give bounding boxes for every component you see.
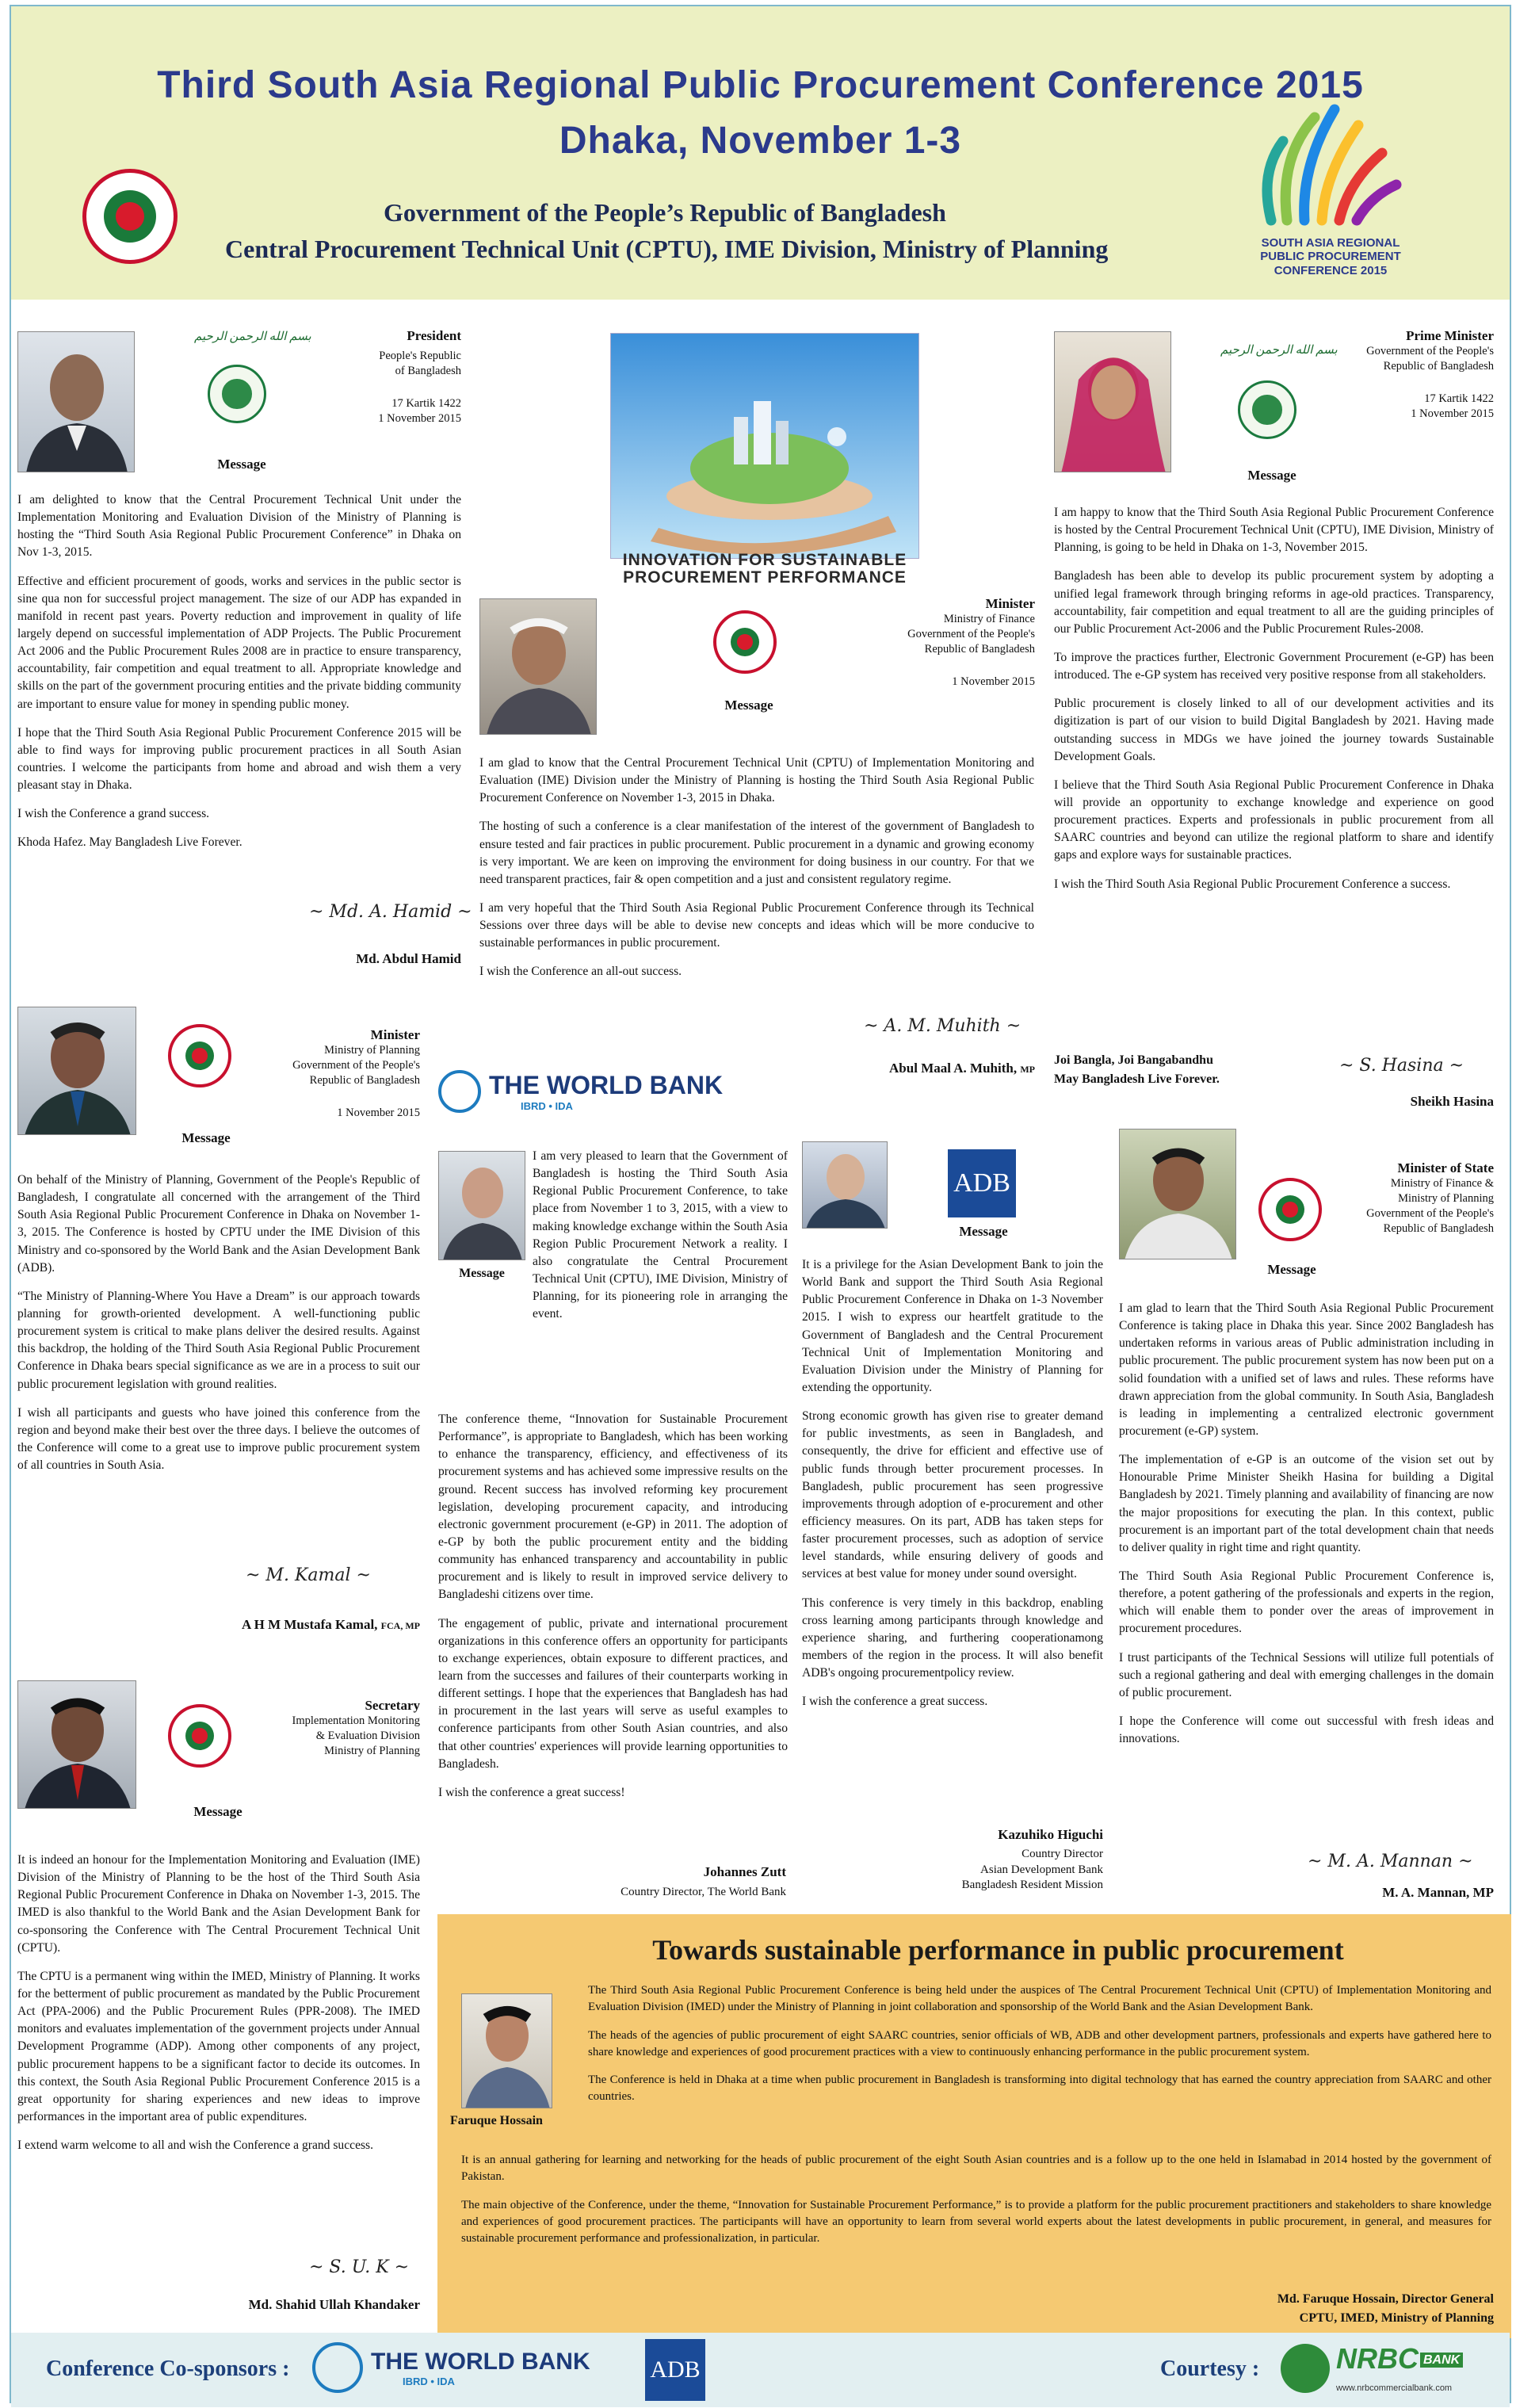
paragraph: It is an annual gathering for learning and networking for the heads of public procurement of the eight South Asian countries and is a follow up to the one held in Islamabad in 2014 hosted by the government of Pakistan. bbox=[461, 2154, 1491, 2184]
paragraph: This conference is very timely in this backdrop, enabling cross learning among participants through knowledge and experience sharing, and furthering cooperationamong members of the region in the process. It will also benefit ADB's ongoing procurementpolicy review. bbox=[802, 1596, 1103, 1680]
planning-seal-icon bbox=[168, 1024, 231, 1087]
finance-role: Minister bbox=[985, 596, 1035, 611]
pm-header bbox=[1339, 328, 1494, 421]
paragraph: Khoda Hafez. May Bangladesh Live Forever. bbox=[17, 835, 242, 850]
secretary-text bbox=[17, 1852, 420, 2165]
header-banner bbox=[11, 6, 1510, 300]
adb-text bbox=[802, 1256, 1103, 1722]
org-line: Ministry of Planning bbox=[324, 1044, 420, 1057]
paragraph: On behalf of the Ministry of Planning, Government of the People's Republic of Bangladesh, I congratulate all concerned with the arrangement of the Third South Asia Regional Public Procurement Conference in Dhaka on November 1-3, 2015. The Conference is hosted by CPTU under the IME Division of this Ministry and co-sponsored by the World Bank and the Asian Development Bank (ADB). bbox=[17, 1173, 420, 1275]
org-line: Republic of Bangladesh bbox=[1383, 359, 1494, 373]
finance-seal-icon bbox=[713, 610, 777, 674]
worldbank-globe-icon bbox=[312, 2342, 363, 2393]
finance-text bbox=[479, 755, 1034, 992]
paragraph: Effective and efficient procurement of goods, works and services in the public sector is sine qua non for successful project management. The size of our ADP has expanded in manifold in recent past years. Poverty reduction and improvement in quality of life largely depend on successful implementation of ADP Projects. The Public Procurement Act 2006 and the Public Procurement Rules 2008 are in practice to ensure transparency, accountability, fair competition and equal treatment to all. Appropriate knowledge and skills on the part of the government procuring entities and the private bidding community are important to ensure value for money in spending public money. bbox=[17, 574, 461, 711]
paragraph: It is a privilege for the Asian Development Bank to join the World Bank and support the Third South Asia Regional Public Procurement Conference in Dhaka on 1-3 November 2015. I wish to express our heartfelt gratitude to the Government of Bangladesh and the Central Procurement Technical Unit of Implementation Monitoring and Evaluation Division under the Ministry of Planning for extending the opportunity. bbox=[802, 1258, 1103, 1394]
nrbc-emblem-icon bbox=[1281, 2344, 1330, 2393]
paragraph: I wish the conference a great success. bbox=[802, 1695, 988, 1709]
paragraph: I extend warm welcome to all and wish the Conference a grand success. bbox=[17, 2139, 374, 2153]
paragraph: “The Ministry of Planning-Where You Have a Dream” is our approach towards planning for growth-oriented development. A well-functioning public procurement system is critical to make plans deliver the desired results. Against this backdrop, the holding of the Third South Asia Regional Public Procurement Conference in Dhaka bears special significance as we are in a process to suit our public procurement legislation with ground realities. bbox=[17, 1289, 420, 1391]
date-line: 17 Kartik 1422 bbox=[391, 396, 461, 410]
conference-logo-icon bbox=[1255, 86, 1406, 228]
title-line: Country Director bbox=[1021, 1848, 1103, 1860]
paragraph: The heads of the agencies of public procurement of eight SAARC countries, senior officials of WB, ADB and other development partners, professionals and experts have gathered here to share knowledge and experiences of good procurement practices with a view to continuously enhancing performance in the public procurement system. bbox=[588, 2028, 1491, 2058]
planning-name: A H M Mustafa Kamal bbox=[242, 1617, 375, 1632]
paragraph: I wish the Third South Asia Regional Public Procurement Conference a success. bbox=[1054, 877, 1451, 891]
worldbank-text bbox=[438, 1411, 788, 1813]
paragraph: The implementation of e-GP is an outcome of the vision set out by Honourable Prime Minister Sheikh Hasina for building a Digital Bangladesh by 2021. Timely planning and availability of financing are now the major propositions for executing the plan. In this context, public procurement is an important part of the total development chain that needs to deliver quality in right time and right quantity. bbox=[1119, 1453, 1494, 1554]
title-line: Asian Development Bank bbox=[980, 1863, 1103, 1876]
worldbank-director-photo bbox=[438, 1151, 525, 1260]
president-role: President bbox=[407, 328, 461, 343]
org-line: Ministry of Finance & bbox=[1390, 1177, 1494, 1190]
paragraph: I wish all participants and guests who have joined this conference from the region and beyond make their best over the three days. I believe the outcomes of the Conference will come to a great use to improve public procurement system of all countries in South Asia. bbox=[17, 1405, 420, 1473]
paragraph: Strong economic growth has given rise to greater demand for public investments, as seen in Bangladesh, and consequently, the drive for efficient and effective use of public funds through better procurement processes. In Bangladesh, public procurement has seen progressive improvements through adoption of e-procurement and other efficiency measures. On its part, ADB has taken steps for faster procurement processes, such as adoption of service level standards, while ensuring delivery of goods and services at best value for money under sound oversight. bbox=[802, 1409, 1103, 1581]
org-line: Government of the People's bbox=[292, 1058, 420, 1072]
adb-name: Kazuhiko Higuchi bbox=[998, 1827, 1103, 1842]
nrbc-url: www.nrbcommercialbank.com bbox=[1336, 2383, 1453, 2393]
conference-title: Third South Asia Regional Public Procurement Conference 2015 bbox=[157, 64, 1364, 106]
org-line: & Evaluation Division bbox=[315, 1729, 420, 1742]
worldbank-title: Country Director, The World Bank bbox=[621, 1886, 786, 1898]
paragraph: The engagement of public, private and international procurement organizations in this conference offers an opportunity for participants to exchange experiences, obtain exposure to different practices, and learn from the successes and failures of their counterparts working in different settings. I hope that the experiences that Bangladesh has had in procurement in the last years will serve as useful examples to conference participants from other South Asian countries, and also that other countries' experiences will provide learning opportunities to Bangladesh. bbox=[438, 1616, 788, 1771]
paragraph: I am glad to learn that the Third South Asia Regional Public Procurement Conference is taking place in Dhaka this year. Since 2002 Bangladesh has undertaken reforms in various areas of Public administration including in public procurement. The public procurement system has now been put on a solid foundation with a unified set of laws and rules. These reforms have drawn appreciation from the global community. In South Asia, Bangladesh is leading in implementing a centralized electronic government procurement (e-GP) system. bbox=[1119, 1301, 1494, 1438]
byline-line: CPTU, IMED, Ministry of Planning bbox=[1299, 2311, 1494, 2325]
paragraph: Bangladesh has been able to develop its public procurement system by adopting a unified legal framework through bringing reforms in age-old practices. Transparency, accountability, fair competition and equal treatment to all are the guiding principles of our Public Procurement Act-2006 and the Public Procurement Rules-2008. bbox=[1054, 569, 1494, 636]
planning-minister-photo bbox=[17, 1007, 136, 1135]
paragraph: I wish the Conference an all-out success. bbox=[479, 965, 682, 979]
secretary-name: Md. Shahid Ullah Khandaker bbox=[248, 2297, 420, 2312]
org-line: of Bangladesh bbox=[395, 364, 461, 377]
finance-message-label: Message bbox=[724, 698, 773, 713]
article-author-photo bbox=[461, 1993, 552, 2108]
logo-line: PUBLIC PROCUREMENT bbox=[1260, 250, 1401, 264]
planning-header bbox=[269, 1027, 420, 1120]
logo-line: SOUTH ASIA REGIONAL bbox=[1261, 236, 1400, 250]
mos-signature: ~ M. A. Mannan ~ bbox=[1308, 1852, 1473, 1871]
paragraph: The main objective of the Conference, under the theme, “Innovation for Sustainable Procurement Performance,” is to provide a platform for the public procurement practitioners and stakeholders to share knowledge and experiences of good procurement practices. The participants will have an opportunity to learn from several world experts about the latest developments in public procurement, in general, and measures for sustainable procurement performance and professionalization, in particular. bbox=[461, 2198, 1491, 2246]
date-line: 1 November 2015 bbox=[378, 411, 461, 425]
worldbank-message-label: Message bbox=[459, 1267, 505, 1280]
mos-role: Minister of State bbox=[1397, 1160, 1494, 1175]
finance-signature: ~ A. M. Muhith ~ bbox=[864, 1016, 1021, 1036]
paragraph: The CPTU is a permanent wing within the IMED, Ministry of Planning. It works for the betterment of public procurement as mandated by the Public Procurement Act (PPA-2006) and the Public Procurement Rules (PPR-2008). The IMED monitors and evaluates implementation of the government projects under Annual Development Programme (ADP). Among other components of any project, public procurement happens to be a significant factor to decide its outcomes. In this context, the South Asia Regional Public Procurement Conference 2015 is a great opportunity for sharing experiences and new ideas to improve performances in the important area of public expenditures. bbox=[17, 1969, 420, 2123]
worldbank-logo-sub: IBRD • IDA bbox=[521, 1100, 573, 1112]
org-line: People's Republic bbox=[379, 350, 461, 362]
president-photo bbox=[17, 331, 135, 472]
president-bismillah: بسم الله الرحمن الرحيم bbox=[194, 331, 311, 343]
planning-text bbox=[17, 1172, 420, 1485]
paragraph: The hosting of such a conference is a clear manifestation of the interest of the government of Bangladesh to ensure tested and fair practices in public procurement. Public procurement in a dynamic and growing economy is very important. We are keen on improving the environment for doing business in our country. For that we need transparent practices, fair & open competition and a just and consistent regulatory regime. bbox=[479, 820, 1034, 886]
paragraph: To improve the practices further, Electronic Government Procurement (e-GP) has been introduced. The e-GP system has received very positive response from all stakeholders. bbox=[1054, 650, 1494, 682]
pm-message-label: Message bbox=[1247, 468, 1296, 483]
nrbc-name-text: NRBC bbox=[1336, 2342, 1419, 2375]
innovation-caption bbox=[610, 552, 919, 587]
government-name: Government of the People’s Republic of Bangladesh bbox=[384, 198, 946, 227]
worldbank-logo-name: THE WORLD BANK bbox=[489, 1071, 724, 1099]
logo-line: CONFERENCE 2015 bbox=[1274, 263, 1388, 277]
president-seal-icon bbox=[208, 365, 266, 423]
paragraph: I believe that the Third South Asia Regional Public Procurement Conference in Dhaka will provide an opportunity to exchange knowledge and experience on good procurement practices. Experts and professionals in public procurement from all SAARC countries and beyond can utilize the regional platform to share and identify gaps and explore ways for sustainable practices. bbox=[1054, 778, 1494, 862]
footer-worldbank-sub: IBRD • IDA bbox=[403, 2375, 455, 2387]
article-title: Towards sustainable performance in public procurement bbox=[652, 1934, 1344, 1966]
paragraph: I am delighted to know that the Central Procurement Technical Unit under the Implementation Monitoring and Evaluation Division of the Ministry of Planning is hosting the “Third South Asia Regional Public Procurement Conference” in Dhaka on Nov 1-3, 2015. bbox=[17, 493, 461, 560]
date-line: 17 Kartik 1422 bbox=[1424, 392, 1494, 405]
conference-date-title: Dhaka, November 1-3 bbox=[559, 120, 962, 162]
planning-message-label: Message bbox=[181, 1130, 231, 1145]
secretary-message-label: Message bbox=[193, 1804, 242, 1819]
paragraph: I am glad to know that the Central Procurement Technical Unit (CPTU) of Implementation Monitoring and Evaluation (IME) Division under the Ministry of Planning is hosting the Third South Asia Regional Public Procurement Conference on November 1-3, 2015 in Dhaka. bbox=[479, 756, 1034, 805]
finance-suffix: MP bbox=[1020, 1064, 1035, 1075]
secretary-photo bbox=[17, 1680, 136, 1809]
planning-signature: ~ M. Kamal ~ bbox=[246, 1565, 371, 1585]
caption-line: PROCUREMENT PERFORMANCE bbox=[623, 568, 907, 587]
secretary-role: Secretary bbox=[365, 1698, 420, 1713]
adb-message-label: Message bbox=[959, 1224, 1008, 1239]
nrbc-name bbox=[1336, 2342, 1463, 2376]
nrbc-logo bbox=[1281, 2341, 1495, 2401]
conference-logo-text bbox=[1224, 236, 1438, 277]
finance-minister-photo bbox=[479, 598, 597, 735]
article-text-top bbox=[588, 1982, 1491, 2117]
adb-logo: ADB bbox=[948, 1149, 1016, 1217]
date-line: 1 November 2015 bbox=[952, 675, 1035, 688]
pm-name: Sheikh Hasina bbox=[1410, 1094, 1494, 1109]
mos-message-label: Message bbox=[1267, 1262, 1316, 1277]
secretary-header bbox=[254, 1698, 420, 1759]
president-name: Md. Abdul Hamid bbox=[356, 951, 461, 966]
sponsor-footer bbox=[11, 2333, 1510, 2407]
paragraph: The Third South Asia Regional Public Procurement Conference is, therefore, a potent gathering of the professionals and experts in the region, which will enable them to ponder over the areas of improvement in procurement procedures. bbox=[1119, 1569, 1494, 1636]
closing-line: Joi Bangla, Joi Bangabandhu bbox=[1054, 1053, 1213, 1067]
mos-header bbox=[1339, 1160, 1494, 1236]
paragraph: I am very hopeful that the Third South Asia Regional Public Procurement Conference through its Technical Sessions over three days will be able to devise new concepts and ideas which will be more conducive to sustainable performances in public procurement. bbox=[479, 900, 1034, 950]
paragraph: I am very pleased to learn that the Government of Bangladesh is hosting the Third South Asia Regional Public Procurement Conference, to take place from November 1 to 3, 2015, with a view to making knowledge exchange within the South Asia Region Public Procurement Network a reality. I also congratulate the Central Procurement Technical Unit (CPTU), IME Division, Ministry of Planning, for its pioneering role in arranging the event. bbox=[533, 1149, 788, 1321]
article-photo-caption: Faruque Hossain bbox=[450, 2114, 543, 2127]
date-line: 1 November 2015 bbox=[337, 1106, 420, 1119]
planning-name-line: A H M Mustafa Kamal, FCA, MP bbox=[242, 1617, 420, 1632]
org-line: Ministry of Planning bbox=[324, 1744, 420, 1757]
worldbank-name: Johannes Zutt bbox=[703, 1864, 786, 1879]
article-byline bbox=[1277, 2290, 1494, 2328]
paragraph: Public procurement is closely linked to all of our development activities and its digitization is part of our vision to build Digital Bangladesh by 2021. Having made outstanding success in MDGs we have joined the journey towards Sustainable Development Goals. bbox=[1054, 697, 1494, 763]
footer-worldbank-logo bbox=[312, 2342, 590, 2393]
caption-line: INNOVATION FOR SUSTAINABLE bbox=[622, 551, 907, 569]
date-line: 1 November 2015 bbox=[1411, 407, 1494, 420]
nrbc-bank-badge: BANK bbox=[1420, 2353, 1463, 2368]
bangladesh-govt-seal-icon bbox=[82, 169, 178, 264]
pm-closing bbox=[1054, 1051, 1220, 1089]
president-signature: ~ Md. A. Hamid ~ bbox=[309, 902, 472, 922]
footer-adb-logo: ADB bbox=[645, 2339, 705, 2401]
paragraph: I wish the conference a great success! bbox=[438, 1785, 625, 1799]
prime-minister-photo bbox=[1054, 331, 1171, 472]
cosponsors-label: Conference Co-sponsors : bbox=[46, 2356, 290, 2381]
president-text bbox=[17, 491, 461, 863]
pm-signature: ~ S. Hasina ~ bbox=[1339, 1056, 1464, 1076]
footer-worldbank-name: THE WORLD BANK bbox=[371, 2348, 590, 2375]
paragraph: It is indeed an honour for the Implementation Monitoring and Evaluation (IME) Division of the Ministry of Planning to be the host of the Third South Asia Regional Public Procurement Conference in Dhaka on November 1-3, 2015. The IMED is also thankful to the World Bank and the Asian Development Bank for co-sponsoring the Conference with The Central Procurement Technical Unit (CPTU). bbox=[17, 1853, 420, 1955]
org-line: Republic of Bangladesh bbox=[309, 1073, 420, 1087]
adb-director-photo bbox=[802, 1141, 888, 1229]
adb-title bbox=[872, 1847, 1103, 1894]
worldbank-intro bbox=[533, 1148, 788, 1334]
paragraph: The conference theme, “Innovation for Sustainable Procurement Performance”, is appropriate to Bangladesh, which has been working to enhance the transparency, efficiency, and effectiveness of its procurement systems and has achieved some impressive results on the ground. Recent success has involved reforming key procurement legislation, developing procurement capacity, and introducing electronic government procurement (e-GP) in 2011. The adoption of e-GP by both the public procurement entity and the bidding community has enhanced transparency and accountability in public procurement and is likely to result in improved service delivery to Bangladeshi citizens over time. bbox=[438, 1412, 788, 1602]
pm-text bbox=[1054, 504, 1494, 904]
pm-role: Prime Minister bbox=[1406, 328, 1494, 343]
byline-line: Md. Faruque Hossain, Director General bbox=[1277, 2292, 1494, 2306]
org-line: Republic of Bangladesh bbox=[924, 642, 1035, 656]
paragraph: I trust participants of the Technical Sessions will utilize full potentials of such a regional gathering and deal with emerging challenges in the domain of public procurement. bbox=[1119, 1650, 1494, 1699]
org-line: Implementation Monitoring bbox=[292, 1714, 420, 1727]
finance-name: Abul Maal A. Muhith bbox=[889, 1061, 1014, 1076]
president-message-label: Message bbox=[217, 457, 266, 472]
mos-name: M. A. Mannan, MP bbox=[1382, 1885, 1494, 1900]
innovation-illustration bbox=[610, 333, 919, 559]
org-line: Government of the People's bbox=[1366, 345, 1494, 357]
mos-text bbox=[1119, 1300, 1494, 1759]
cptu-name: Central Procurement Technical Unit (CPTU), IME Division, Ministry of Planning bbox=[225, 235, 1109, 263]
mos-photo bbox=[1119, 1129, 1236, 1259]
paragraph: The Third South Asia Regional Public Procurement Conference is being held under the auspices of The Central Procurement Technical Unit (CPTU) of Implementation Monitoring and Evaluation Division (IMED) under the Ministry of Planning in joint collaboration and sponsorship of the World Bank and the Asian Development Bank. bbox=[588, 1984, 1491, 2014]
pm-bismillah: بسم الله الرحمن الرحيم bbox=[1220, 344, 1338, 357]
org-line: Ministry of Finance bbox=[943, 613, 1035, 625]
paragraph: I hope the Conference will come out successful with fresh ideas and innovations. bbox=[1119, 1714, 1494, 1746]
paragraph: The Conference is held in Dhaka at a time when public procurement in Bangladesh is transforming into digital technology that has earned the country appreciation from SAARC and other countries. bbox=[588, 2074, 1491, 2104]
worldbank-logo bbox=[438, 1070, 723, 1113]
worldbank-globe-icon bbox=[438, 1070, 481, 1113]
finance-name-line: Abul Maal A. Muhith, MP bbox=[889, 1061, 1035, 1076]
finance-header bbox=[880, 596, 1035, 689]
org-line: Republic of Bangladesh bbox=[1383, 1221, 1494, 1235]
paragraph: I wish the Conference a grand success. bbox=[17, 807, 210, 821]
secretary-signature: ~ S. U. K ~ bbox=[309, 2257, 410, 2277]
article-text-bottom bbox=[461, 2152, 1491, 2258]
org-line: Government of the People's bbox=[907, 627, 1035, 640]
title-line: Bangladesh Resident Mission bbox=[961, 1879, 1103, 1891]
article-box bbox=[437, 1914, 1511, 2338]
planning-role: Minister bbox=[370, 1027, 420, 1042]
org-line: Ministry of Planning bbox=[1398, 1191, 1494, 1205]
paragraph: I hope that the Third South Asia Regional Public Procurement Conference 2015 will be able to find ways for improving public procurement practices in all South Asian countries. I welcome the participants from home and abroad and wish them a very pleasant stay in Dhaka. bbox=[17, 725, 461, 793]
pm-seal-icon bbox=[1238, 380, 1296, 439]
courtesy-label: Courtesy : bbox=[1160, 2356, 1260, 2381]
org-line: Government of the People's bbox=[1366, 1206, 1494, 1220]
president-header bbox=[309, 328, 461, 426]
secretary-seal-icon bbox=[168, 1704, 231, 1768]
mos-seal-icon bbox=[1258, 1178, 1322, 1241]
planning-suffix: FCA, MP bbox=[380, 1620, 420, 1631]
closing-line: May Bangladesh Live Forever. bbox=[1054, 1072, 1220, 1086]
paragraph: I am happy to know that the Third South Asia Regional Public Procurement Conference is hosted by the Central Procurement Technical Unit (CPTU), IME Division, Ministry of Planning, is going to be held in Dhaka on 1-3, November 2015. bbox=[1054, 506, 1494, 555]
